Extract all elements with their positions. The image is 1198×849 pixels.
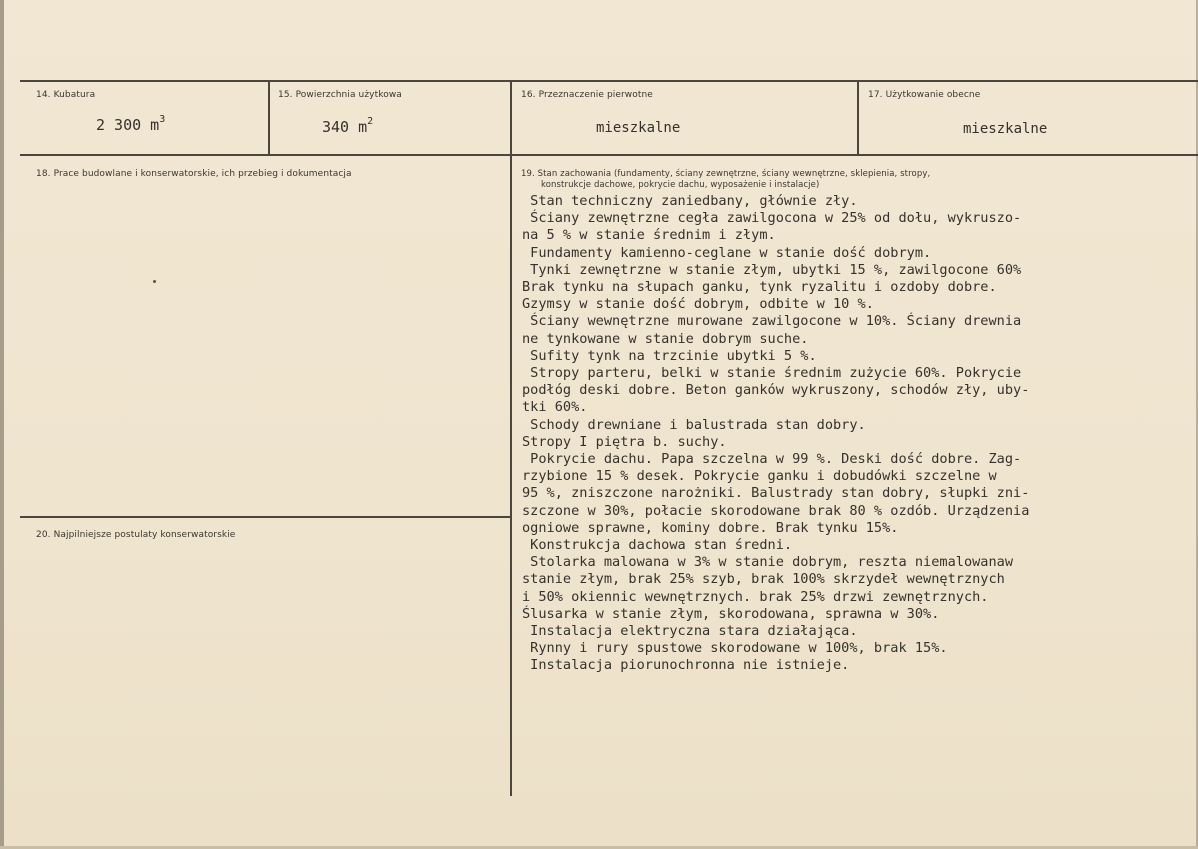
cubature-exponent: 3 [159,114,166,125]
condition-line: Ściany zewnętrzne cegła zawilgocona w 25% od dołu, wykruszo- [522,210,1022,227]
column-divider-3 [857,80,859,156]
ink-speck [153,280,156,283]
cubature-value: 2 300 m [96,116,160,134]
condition-line: i 50% okiennic wewnętrznych. brak 25% drzwi zewnętrznych. [522,588,989,605]
condition-line: Stan techniczny zaniedbany, głównie zły. [522,193,858,209]
condition-line: Sufity tynk na trzcinie ubytki 5 %. [522,347,817,364]
condition-line: Konstrukcja dachowa stan średni. [522,537,793,554]
condition-line: ne tynkowane w stanie dobrym suche. [522,330,809,347]
condition-line: Tynki zewnętrzne w stanie złym, ubytki 15 %, zawilgocone 60% [522,261,1022,278]
condition-line: Ściany wewnętrzne murowane zawilgocone w 10%. Ściany drewnia [522,313,1022,330]
usable-area-exponent: 2 [367,116,374,127]
field-15-label: 15. Powierzchnia użytkowa [278,90,402,100]
condition-line: szczone w 30%, połacie skorodowane brak 80 % ozdób. Urządzenia [522,502,1030,519]
condition-line: Stropy parteru, belki w stanie średnim zużycie 60%. Pokrycie [522,365,1022,382]
condition-line: Gzymsy w stanie dość dobrym, odbite w 10 %. [522,296,874,313]
field-18-label: 18. Prace budowlane i konserwatorskie, ich przebieg i dokumentacja [36,169,352,179]
condition-line: Ślusarka w stanie złym, skorodowana, sprawna w 30%. [522,605,940,622]
condition-line: Brak tynku na słupach ganku, tynk ryzalitu i ozdoby dobre. [522,279,997,296]
field-19-label-line-2: konstrukcje dachowe, pokrycie dachu, wyposażenie i instalacje) [541,180,820,190]
card-left-edge [0,0,4,849]
top-rule [20,80,1198,82]
condition-line: tki 60%. [522,399,588,416]
condition-line: Instalacja piorunochronna nie istnieje. [522,657,850,674]
field-14-value [96,116,165,134]
condition-line: Rynny i rury spustowe skorodowane w 100%, brak 15%. [522,640,948,657]
condition-line: Fundamenty kamienno-ceglane w stanie dość dobrym. [522,244,932,261]
field-14-label: 14. Kubatura [36,90,96,100]
field-16-label: 16. Przeznaczenie pierwotne [521,90,653,100]
condition-line: Instalacja elektryczna stara działająca. [522,623,858,640]
condition-line: Stolarka malowana w 3% w stanie dobrym, reszta niemalowanaw [522,554,1014,571]
header-row-bottom-rule [20,154,1198,156]
field-20-label: 20. Najpilniejsze postulaty konserwatorskie [36,530,236,540]
column-divider-2 [510,80,512,796]
condition-line: 95 %, zniszczone narożniki. Balustrady stan dobry, słupki zni- [522,485,1030,502]
section-18-20-divider [20,516,510,518]
field-15-value [322,118,373,136]
condition-line: na 5 % w stanie średnim i złym. [522,227,776,244]
field-19-label-line-1: 19. Stan zachowania (fundamenty, ściany zewnętrzne, ściany wewnętrzne, sklepienia, stropy, [521,169,931,179]
condition-line: stanie złym, brak 25% szyb, brak 100% skrzydeł wewnętrznych [522,571,1005,588]
condition-line: podłóg deski dobre. Beton ganków wykruszony, schodów zły, uby- [522,382,1030,399]
current-use-value: mieszkalne [963,121,1048,137]
condition-line: Schody drewniane i balustrada stan dobry. [522,416,866,433]
condition-line: Stropy I piętra b. suchy. [522,433,727,450]
field-17-label: 17. Użytkowanie obecne [868,90,981,100]
condition-line: rzybione 15 % desek. Pokrycie ganku i dobudówki szczelne w [522,468,997,485]
condition-line: ogniowe sprawne, kominy dobre. Brak tynku 15%. [522,519,899,536]
column-divider-1 [268,80,270,156]
usable-area-value: 340 m [322,118,368,136]
condition-line: Pokrycie dachu. Papa szczelna w 99 %. Deski dość dobre. Zag- [522,451,1022,468]
original-purpose-value: mieszkalne [596,120,681,136]
condition-description [522,193,1162,675]
